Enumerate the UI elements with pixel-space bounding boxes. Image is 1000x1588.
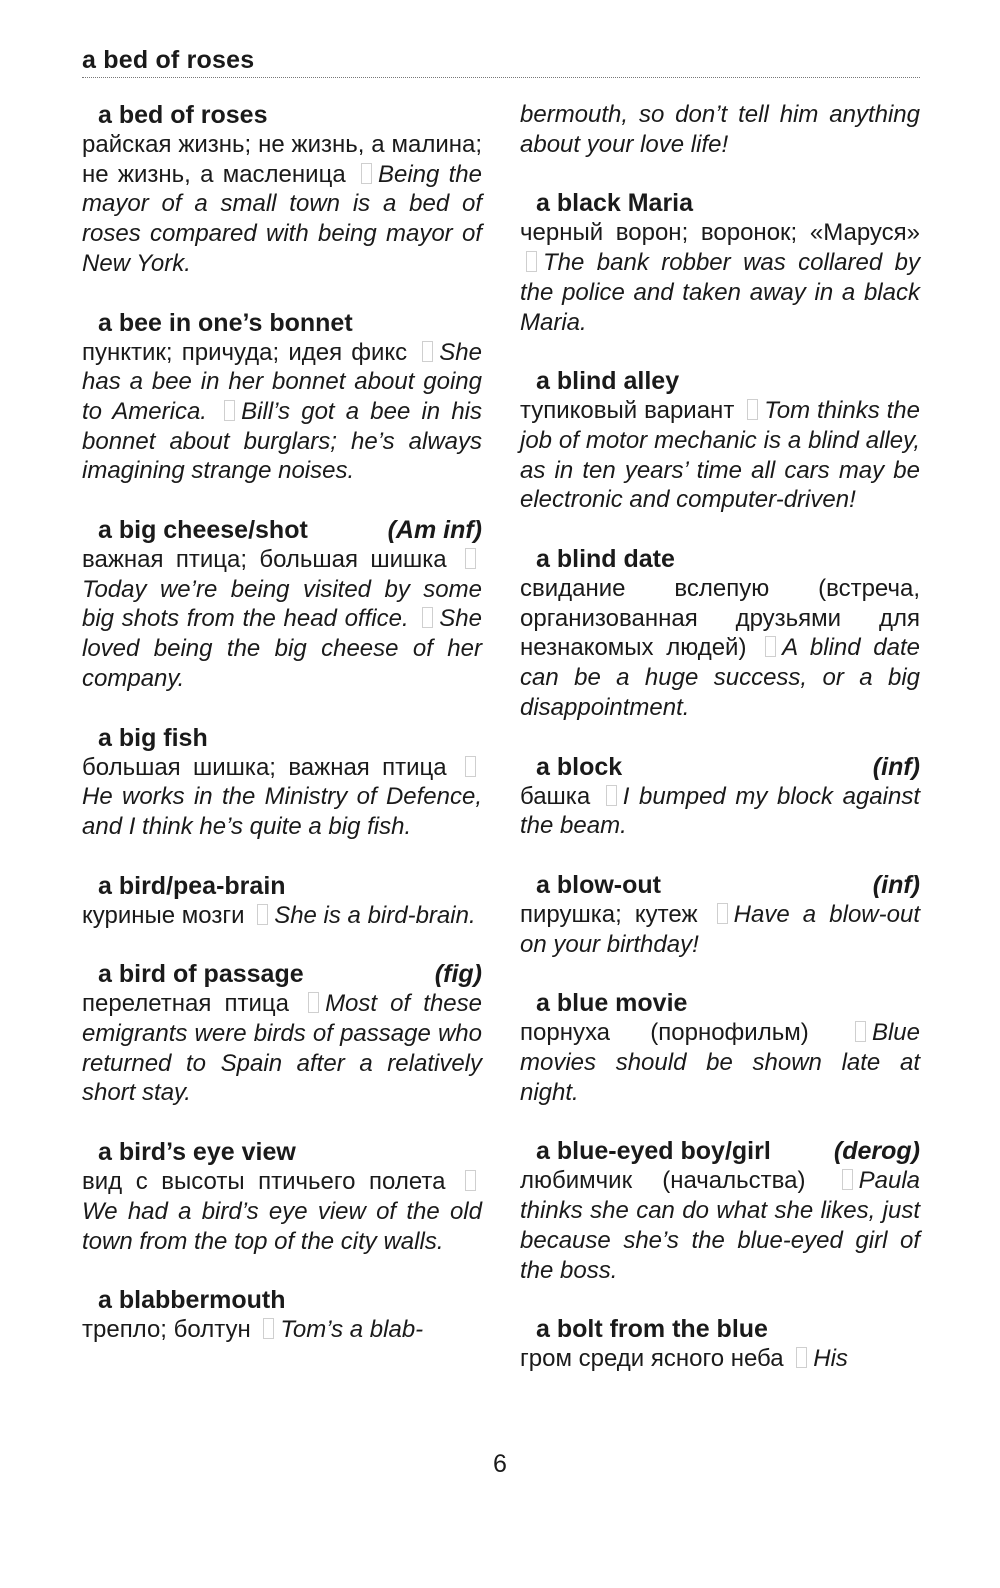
entry-body [82,130,482,279]
translation: свидание вслепую (встреча, организованная друзьями для незнакомых людей) [520,575,920,662]
entry-headword [82,723,482,753]
headword-text: a black Maria [536,189,694,218]
translation: башка [520,782,591,810]
example-sentence: Paula thinks she can do what she likes, just because she’s the blue-eyed girl of the boss. [520,1167,920,1284]
example-sentence: We had a bird’s eye view of the old town from the top of the city walls. [82,1197,482,1255]
dictionary-entry [520,366,920,515]
translation: перелетная птица [82,990,289,1018]
separator-box-icon [465,1170,476,1191]
example-sentence: She is a bird-brain. [274,901,476,929]
headword-text: a blow-out [536,870,661,899]
dictionary-entry [520,752,920,841]
example-sentence: His [813,1345,848,1373]
headword-text: a blind alley [536,367,680,396]
running-head: a bed of roses [82,46,255,74]
translation: важная птица; большая шишка [82,546,447,574]
headword-text: a blind date [536,545,675,574]
dictionary-entry [520,870,920,959]
entry-body [82,545,482,694]
headword-text: a big fish [98,723,208,752]
entry-headword [520,188,920,218]
example-sentence: Tom’s a blab- [280,1316,424,1344]
translation: порнуха (порнофильм) [520,1019,809,1047]
entry-body [82,1167,482,1256]
right-column [520,100,920,1403]
entry-headword [82,100,482,130]
entry-body [520,396,920,515]
translation: райская жизнь; не жизнь, а малина; не жизнь, а масленица [82,131,482,188]
headword-text: a blabbermouth [98,1286,286,1315]
example-sentence: bermouth, so don’t tell him anything about your love life! [520,101,920,158]
headword-text: a bed of roses [98,101,268,129]
header-rule [82,77,920,78]
headword-text: a bolt from the blue [536,1315,768,1344]
usage-label: (fig) [434,960,482,989]
usage-label: (derog) [833,1137,920,1166]
entry-headword [82,308,482,338]
separator-box-icon [257,904,268,925]
separator-box-icon [842,1169,853,1190]
page-number: 6 [493,1450,507,1478]
example-sentence: Today we’re being visited by some big shots from the head office. [82,575,482,633]
entry-body [82,989,482,1108]
separator-box-icon [606,785,617,806]
example-sentence: I bumped my block against the beam. [520,782,920,840]
dictionary-entry [82,1285,482,1345]
translation: большая шишка; важная птица [82,753,447,781]
example-sentence: Bill’s got a bee in his bonnet about burglars; he’s always imagining strange noises. [82,397,483,485]
example-sentence: She has a bee in her bonnet about going to America. [82,338,482,425]
entry-body [82,1315,482,1345]
headword-text: a bee in one’s bonnet [98,308,353,337]
separator-box-icon [308,992,319,1013]
translation: любимчик (начальства) [520,1167,806,1195]
example-sentence: Tom thinks the job of motor mechanic is a blind alley, as in ten years’ time all cars may be electronic and computer-driven! [520,397,921,514]
example-sentence: The bank robber was collared by the police and taken away in a black Maria. [520,249,920,336]
separator-box-icon [422,341,433,362]
headword-text: a bird’s eye view [98,1138,296,1167]
entry-headword [520,366,920,396]
separator-box-icon [361,163,372,184]
dictionary-entry [520,988,920,1107]
entry-body [520,1344,920,1374]
entry-headword [82,1137,482,1167]
headword-text: a big cheese/shot [98,516,308,545]
translation: гром среди ясного неба [520,1345,784,1373]
entry-body [520,100,920,159]
usage-label: (Am inf) [387,516,482,545]
entry-headword [520,1136,920,1166]
example-sentence: She loved being the big cheese of her company. [82,605,482,692]
dictionary-entry [520,1136,920,1285]
separator-box-icon [465,756,476,777]
example-sentence: He works in the Ministry of Defence, and I think he’s quite a big fish. [82,783,482,840]
separator-box-icon [422,607,433,628]
entry-body [82,753,482,842]
translation: черный ворон; воронок; «Маруся» [520,219,920,247]
dictionary-entry [82,100,482,279]
entry-headword [520,1314,920,1344]
entry-headword [82,1285,482,1315]
headword-text: a blue movie [536,989,688,1018]
dictionary-entry [82,959,482,1108]
headword-text: a bird of passage [98,960,304,989]
example-sentence: Most of these emigrants were birds of passage who returned to Spain after a relatively short stay. [82,990,482,1107]
example-sentence: Blue movies should be shown late at night. [520,1019,920,1106]
headword-text: a block [536,752,623,781]
separator-box-icon [224,400,235,421]
dictionary-entry [520,544,920,723]
separator-box-icon [796,1347,807,1368]
separator-box-icon [526,251,537,272]
entry-body [520,1166,920,1285]
entry-body [520,218,920,337]
separator-box-icon [717,903,728,924]
example-sentence: A blind date can be a huge success, or a big disappointment. [520,634,920,721]
dictionary-entry [82,515,482,694]
translation: тупиковый вариант [520,397,735,425]
entry-body [82,901,482,931]
entry-headword [520,544,920,574]
dictionary-entry [520,1314,920,1374]
separator-box-icon [765,636,776,657]
entry-body [520,1018,920,1107]
translation: пирушка; кутеж [520,900,698,928]
translation: вид с высоты птичьего полета [82,1168,446,1196]
example-sentence: Being the mayor of a small town is a bed of roses compared with being mayor of New York. [82,160,483,277]
dictionary-entry [82,723,482,842]
dictionary-entry [520,100,920,159]
translation: куриные мозги [82,901,245,929]
dictionary-entry [82,308,482,487]
usage-label: (inf) [872,870,920,899]
entry-body [520,782,920,841]
entry-body [82,338,482,487]
entry-headword [520,988,920,1018]
dictionary-entry [82,1137,482,1256]
separator-box-icon [465,548,476,569]
separator-box-icon [855,1021,866,1042]
entry-headword [82,871,482,901]
entry-headword [520,752,920,782]
translation: трепло; болтун [82,1316,251,1344]
translation: пунктик; причуда; идея фикс [82,338,408,366]
example-sentence: Have a blow-out on your birthday! [520,900,920,958]
entry-headword [520,870,920,900]
dictionary-entry [82,871,482,931]
entry-body [520,574,920,723]
separator-box-icon [263,1318,274,1339]
left-column [82,100,482,1374]
entry-headword [82,959,482,989]
usage-label: (inf) [872,752,920,781]
dictionary-entry [520,188,920,337]
entry-body [520,900,920,959]
headword-text: a bird/pea-brain [98,871,286,900]
entry-headword [82,515,482,545]
separator-box-icon [747,399,758,420]
headword-text: a blue-eyed boy/girl [536,1137,771,1166]
